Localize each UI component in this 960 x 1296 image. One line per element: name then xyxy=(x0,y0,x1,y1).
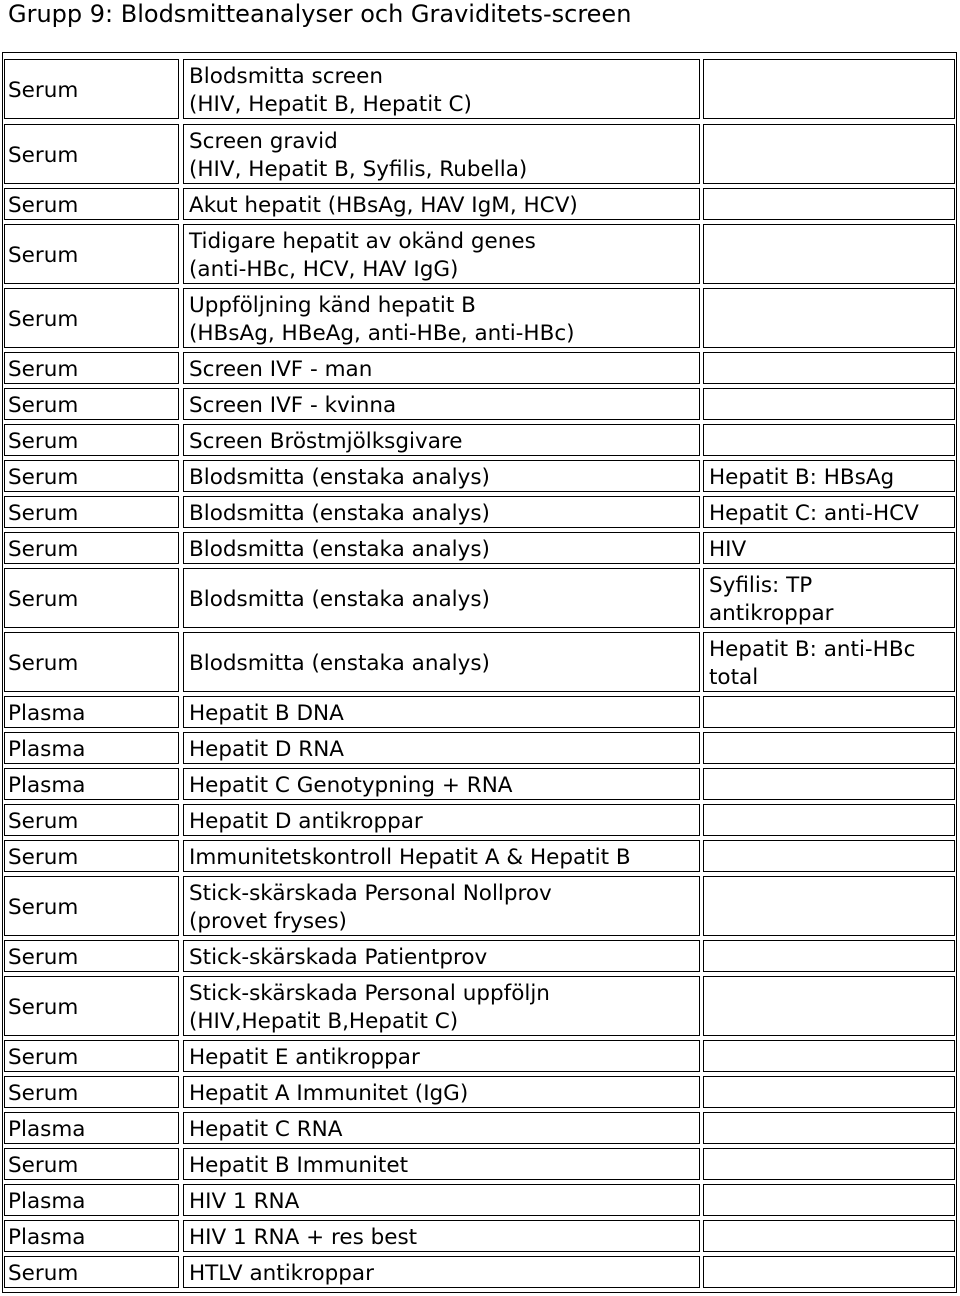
sample-type-cell-text: Serum xyxy=(8,894,79,920)
analysis-cell-text: Blodsmitta (enstaka analys) xyxy=(189,464,490,490)
analysis-cell xyxy=(183,1112,700,1144)
analysis-cell xyxy=(183,568,700,628)
detail-cell xyxy=(703,632,955,692)
sample-type-cell-text: Plasma xyxy=(8,1224,86,1250)
sample-type-cell xyxy=(4,388,179,420)
detail-cell xyxy=(703,1184,955,1216)
detail-cell xyxy=(703,1256,955,1288)
sample-type-cell-text: Serum xyxy=(8,844,79,870)
analysis-cell xyxy=(183,696,700,728)
detail-cell xyxy=(703,1040,955,1072)
analysis-cell-text: Screen gravid (HIV, Hepatit B, Syfilis, Rubella) xyxy=(189,128,528,182)
detail-cell xyxy=(703,976,955,1036)
analysis-cell-text: Immunitetskontroll Hepatit A & Hepatit B xyxy=(189,844,631,870)
analysis-cell-text: Screen Bröstmjölksgivare xyxy=(189,428,463,454)
analysis-cell-text: Hepatit D antikroppar xyxy=(189,808,423,834)
detail-cell xyxy=(703,124,955,184)
analysis-cell-text: Blodsmitta (enstaka analys) xyxy=(189,650,490,676)
sample-type-cell-text: Serum xyxy=(8,428,79,454)
analysis-cell-text: Screen IVF - man xyxy=(189,356,373,382)
detail-cell-text: Hepatit B: anti-HBc total xyxy=(709,636,916,690)
sample-type-cell xyxy=(4,460,179,492)
sample-type-cell-text: Serum xyxy=(8,944,79,970)
analysis-cell xyxy=(183,424,700,456)
sample-type-cell xyxy=(4,124,179,184)
sample-type-cell xyxy=(4,1256,179,1288)
detail-cell xyxy=(703,1076,955,1108)
sample-type-cell xyxy=(4,1076,179,1108)
analysis-cell-text: Screen IVF - kvinna xyxy=(189,392,397,418)
detail-cell xyxy=(703,568,955,628)
analysis-cell-text: Blodsmitta screen (HIV, Hepatit B, Hepatit C) xyxy=(189,63,472,117)
detail-cell xyxy=(703,532,955,564)
detail-cell xyxy=(703,1112,955,1144)
analysis-cell-text: Blodsmitta (enstaka analys) xyxy=(189,586,490,612)
detail-cell xyxy=(703,424,955,456)
detail-cell xyxy=(703,940,955,972)
sample-type-cell xyxy=(4,696,179,728)
analysis-cell xyxy=(183,288,700,348)
sample-type-cell-text: Plasma xyxy=(8,700,86,726)
analysis-cell-text: HIV 1 RNA xyxy=(189,1188,300,1214)
analysis-cell xyxy=(183,59,700,119)
sample-type-cell xyxy=(4,568,179,628)
analysis-cell xyxy=(183,352,700,384)
sample-type-cell xyxy=(4,288,179,348)
analysis-cell xyxy=(183,976,700,1036)
analysis-cell-text: HTLV antikroppar xyxy=(189,1260,374,1286)
sample-type-cell-text: Serum xyxy=(8,1044,79,1070)
detail-cell-text: HIV xyxy=(709,536,747,562)
analysis-cell xyxy=(183,188,700,220)
analysis-cell xyxy=(183,388,700,420)
sample-type-cell-text: Serum xyxy=(8,192,79,218)
sample-type-cell-text: Serum xyxy=(8,464,79,490)
detail-cell xyxy=(703,59,955,119)
detail-cell xyxy=(703,804,955,836)
analysis-cell xyxy=(183,632,700,692)
sample-type-cell-text: Serum xyxy=(8,77,79,103)
detail-cell xyxy=(703,768,955,800)
analysis-cell xyxy=(183,1256,700,1288)
analysis-cell-text: Hepatit E antikroppar xyxy=(189,1044,420,1070)
analysis-cell xyxy=(183,1220,700,1252)
analysis-cell xyxy=(183,768,700,800)
sample-type-cell-text: Plasma xyxy=(8,1188,86,1214)
sample-type-cell-text: Serum xyxy=(8,1152,79,1178)
sample-type-cell-text: Plasma xyxy=(8,772,86,798)
sample-type-cell-text: Plasma xyxy=(8,1116,86,1142)
sample-type-cell xyxy=(4,424,179,456)
analysis-cell-text: Hepatit C RNA xyxy=(189,1116,343,1142)
analysis-cell-text: Tidigare hepatit av okänd genes (anti-HBc, HCV, HAV IgG) xyxy=(189,228,536,282)
sample-type-cell-text: Serum xyxy=(8,536,79,562)
sample-type-cell-text: Serum xyxy=(8,586,79,612)
analysis-cell xyxy=(183,1076,700,1108)
analysis-cell-text: Hepatit B DNA xyxy=(189,700,344,726)
detail-cell xyxy=(703,352,955,384)
analysis-cell-text: Stick-skärskada Personal Nollprov (provet fryses) xyxy=(189,880,552,934)
sample-type-cell xyxy=(4,352,179,384)
detail-cell xyxy=(703,876,955,936)
analysis-cell xyxy=(183,876,700,936)
analysis-cell xyxy=(183,804,700,836)
sample-type-cell-text: Plasma xyxy=(8,736,86,762)
analysis-cell-text: Uppföljning känd hepatit B (HBsAg, HBeAg, anti-HBe, anti-HBc) xyxy=(189,292,575,346)
sample-type-cell xyxy=(4,768,179,800)
sample-type-cell xyxy=(4,940,179,972)
sample-type-cell xyxy=(4,840,179,872)
sample-type-cell xyxy=(4,1184,179,1216)
analysis-cell xyxy=(183,940,700,972)
analysis-cell-text: HIV 1 RNA + res best xyxy=(189,1224,418,1250)
sample-type-cell-text: Serum xyxy=(8,1080,79,1106)
sample-type-cell xyxy=(4,59,179,119)
sample-type-cell xyxy=(4,224,179,284)
sample-type-cell-text: Serum xyxy=(8,500,79,526)
analysis-cell xyxy=(183,224,700,284)
sample-type-cell xyxy=(4,1220,179,1252)
analysis-cell-text: Hepatit A Immunitet (IgG) xyxy=(189,1080,469,1106)
sample-type-cell-text: Serum xyxy=(8,808,79,834)
detail-cell xyxy=(703,840,955,872)
sample-type-cell xyxy=(4,1148,179,1180)
detail-cell xyxy=(703,388,955,420)
sample-type-cell-text: Serum xyxy=(8,392,79,418)
sample-type-cell xyxy=(4,188,179,220)
sample-type-cell-text: Serum xyxy=(8,650,79,676)
detail-cell xyxy=(703,732,955,764)
analysis-cell-text: Stick-skärskada Patientprov xyxy=(189,944,488,970)
sample-type-cell xyxy=(4,496,179,528)
analysis-cell xyxy=(183,460,700,492)
analysis-cell xyxy=(183,1148,700,1180)
detail-cell xyxy=(703,696,955,728)
sample-type-cell xyxy=(4,732,179,764)
analysis-cell-text: Hepatit D RNA xyxy=(189,736,345,762)
analysis-cell xyxy=(183,1040,700,1072)
detail-cell xyxy=(703,1220,955,1252)
sample-type-cell xyxy=(4,1112,179,1144)
analysis-cell-text: Hepatit C Genotypning + RNA xyxy=(189,772,513,798)
analysis-cell xyxy=(183,496,700,528)
sample-type-cell xyxy=(4,876,179,936)
sample-type-cell xyxy=(4,976,179,1036)
sample-type-cell xyxy=(4,632,179,692)
analysis-cell xyxy=(183,840,700,872)
page-title: Grupp 9: Blodsmitteanalyser och Graviditets-screen xyxy=(8,0,632,28)
detail-cell xyxy=(703,496,955,528)
sample-type-cell-text: Serum xyxy=(8,356,79,382)
analysis-cell xyxy=(183,124,700,184)
sample-type-cell-text: Serum xyxy=(8,242,79,268)
analysis-cell-text: Hepatit B Immunitet xyxy=(189,1152,409,1178)
detail-cell xyxy=(703,460,955,492)
sample-type-cell xyxy=(4,804,179,836)
analysis-cell-text: Akut hepatit (HBsAg, HAV IgM, HCV) xyxy=(189,192,578,218)
analysis-cell xyxy=(183,532,700,564)
detail-cell xyxy=(703,224,955,284)
detail-cell xyxy=(703,188,955,220)
analysis-cell-text: Blodsmitta (enstaka analys) xyxy=(189,536,490,562)
sample-type-cell-text: Serum xyxy=(8,142,79,168)
analysis-cell xyxy=(183,732,700,764)
sample-type-cell-text: Serum xyxy=(8,1260,79,1286)
detail-cell-text: Syfilis: TP antikroppar xyxy=(709,572,834,626)
detail-cell xyxy=(703,288,955,348)
analysis-cell-text: Stick-skärskada Personal uppföljn (HIV,Hepatit B,Hepatit C) xyxy=(189,980,550,1034)
sample-type-cell xyxy=(4,1040,179,1072)
sample-type-cell xyxy=(4,532,179,564)
analysis-cell xyxy=(183,1184,700,1216)
analysis-cell-text: Blodsmitta (enstaka analys) xyxy=(189,500,490,526)
sample-type-cell-text: Serum xyxy=(8,306,79,332)
detail-cell xyxy=(703,1148,955,1180)
detail-cell-text: Hepatit B: HBsAg xyxy=(709,464,895,490)
sample-type-cell-text: Serum xyxy=(8,994,79,1020)
detail-cell-text: Hepatit C: anti-HCV xyxy=(709,500,919,526)
